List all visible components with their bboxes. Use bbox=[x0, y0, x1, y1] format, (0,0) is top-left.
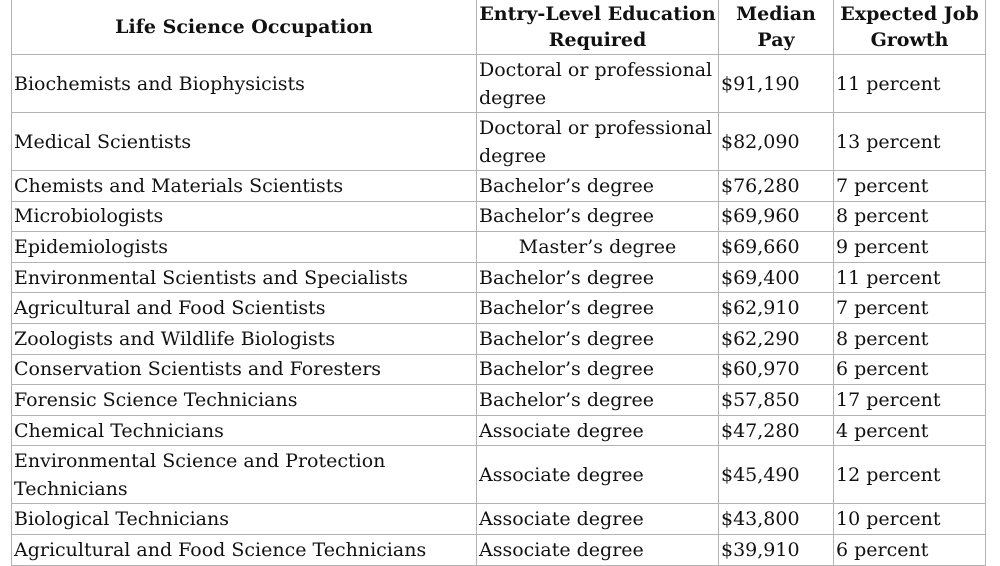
growth-cell: 8 percent bbox=[834, 201, 986, 232]
table-row bbox=[12, 446, 986, 504]
pay-cell: $69,660 bbox=[719, 232, 834, 263]
growth-cell: 9 percent bbox=[834, 232, 986, 263]
table-row bbox=[12, 385, 986, 416]
occupation-cell: Zoologists and Wildlife Biologists bbox=[12, 323, 477, 354]
education-cell: Bachelor’s degree bbox=[477, 262, 719, 293]
growth-cell: 7 percent bbox=[834, 293, 986, 324]
education-cell: Associate degree bbox=[477, 446, 719, 504]
pay-cell: $69,960 bbox=[719, 201, 834, 232]
education-cell: Bachelor’s degree bbox=[477, 385, 719, 416]
pay-cell: $39,910 bbox=[719, 534, 834, 565]
table-row bbox=[12, 232, 986, 263]
growth-cell: 11 percent bbox=[834, 262, 986, 293]
growth-cell: 7 percent bbox=[834, 171, 986, 202]
occupation-cell: Agricultural and Food Scientists bbox=[12, 293, 477, 324]
table-row bbox=[12, 293, 986, 324]
occupation-cell: Medical Scientists bbox=[12, 113, 477, 171]
table-row bbox=[12, 534, 986, 565]
education-cell: Bachelor’s degree bbox=[477, 323, 719, 354]
header-row bbox=[12, 0, 986, 55]
growth-cell: 8 percent bbox=[834, 323, 986, 354]
pay-cell: $91,190 bbox=[719, 55, 834, 113]
growth-cell: 6 percent bbox=[834, 354, 986, 385]
pay-cell: $43,800 bbox=[719, 504, 834, 535]
occupation-cell: Environmental Science and Protection Technicians bbox=[12, 446, 477, 504]
table-row bbox=[12, 415, 986, 446]
table-row bbox=[12, 113, 986, 171]
table-row bbox=[12, 55, 986, 113]
growth-cell: 10 percent bbox=[834, 504, 986, 535]
growth-cell: 12 percent bbox=[834, 446, 986, 504]
growth-cell: 17 percent bbox=[834, 385, 986, 416]
pay-cell: $82,090 bbox=[719, 113, 834, 171]
header-education: Entry-Level Education Required bbox=[477, 0, 719, 55]
table-row bbox=[12, 323, 986, 354]
pay-cell: $62,910 bbox=[719, 293, 834, 324]
occupation-cell: Conservation Scientists and Foresters bbox=[12, 354, 477, 385]
education-cell: Bachelor’s degree bbox=[477, 201, 719, 232]
education-cell: Bachelor’s degree bbox=[477, 354, 719, 385]
header-job-growth: Expected Job Growth bbox=[834, 0, 986, 55]
header-median-pay: Median Pay bbox=[719, 0, 834, 55]
table-row bbox=[12, 262, 986, 293]
occupation-cell: Forensic Science Technicians bbox=[12, 385, 477, 416]
education-cell: Doctoral or professional degree bbox=[477, 113, 719, 171]
growth-cell: 4 percent bbox=[834, 415, 986, 446]
education-cell: Associate degree bbox=[477, 415, 719, 446]
table-row bbox=[12, 504, 986, 535]
pay-cell: $57,850 bbox=[719, 385, 834, 416]
table-row bbox=[12, 171, 986, 202]
table-row bbox=[12, 354, 986, 385]
pay-cell: $60,970 bbox=[719, 354, 834, 385]
growth-cell: 11 percent bbox=[834, 55, 986, 113]
education-cell: Bachelor’s degree bbox=[477, 171, 719, 202]
growth-cell: 6 percent bbox=[834, 534, 986, 565]
occupation-cell: Chemists and Materials Scientists bbox=[12, 171, 477, 202]
education-cell: Associate degree bbox=[477, 504, 719, 535]
occupation-cell: Biological Technicians bbox=[12, 504, 477, 535]
education-cell: Associate degree bbox=[477, 534, 719, 565]
pay-cell: $45,490 bbox=[719, 446, 834, 504]
occupation-cell: Epidemiologists bbox=[12, 232, 477, 263]
occupation-cell: Microbiologists bbox=[12, 201, 477, 232]
education-cell: Master’s degree bbox=[477, 232, 719, 263]
table-container bbox=[11, 0, 986, 566]
education-cell: Bachelor’s degree bbox=[477, 293, 719, 324]
growth-cell: 13 percent bbox=[834, 113, 986, 171]
pay-cell: $76,280 bbox=[719, 171, 834, 202]
table-row bbox=[12, 201, 986, 232]
header-occupation: Life Science Occupation bbox=[12, 0, 477, 55]
education-cell: Doctoral or professional degree bbox=[477, 55, 719, 113]
occupation-cell: Chemical Technicians bbox=[12, 415, 477, 446]
occupation-cell: Environmental Scientists and Specialists bbox=[12, 262, 477, 293]
occupation-table bbox=[11, 0, 986, 566]
occupation-cell: Agricultural and Food Science Technicians bbox=[12, 534, 477, 565]
pay-cell: $62,290 bbox=[719, 323, 834, 354]
pay-cell: $47,280 bbox=[719, 415, 834, 446]
pay-cell: $69,400 bbox=[719, 262, 834, 293]
occupation-cell: Biochemists and Biophysicists bbox=[12, 55, 477, 113]
